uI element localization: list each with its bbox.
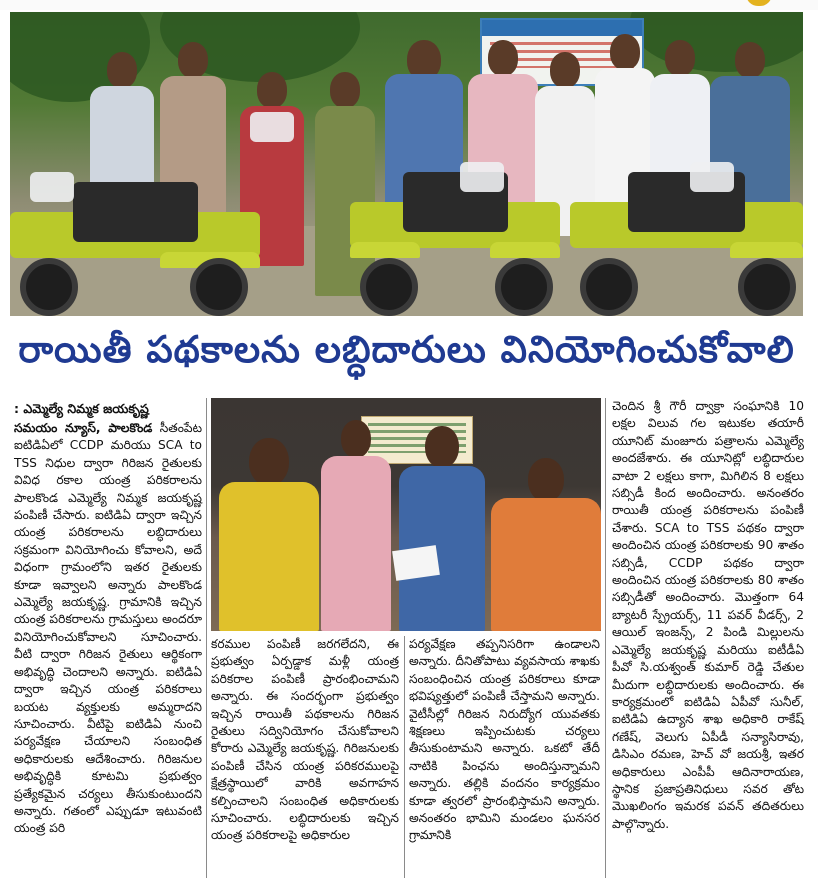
tiller-fender <box>730 242 803 258</box>
person-head <box>665 40 695 76</box>
byline: : ఎమ్మెల్యే నిమ్మక జయకృష్ణ <box>14 401 149 416</box>
tiller-wheel <box>360 258 418 316</box>
tiller-wheel <box>20 258 78 316</box>
person-head <box>178 42 208 78</box>
main-photo <box>10 12 803 316</box>
woman-saree <box>491 458 601 631</box>
dateline: సమయం న్యూస్, పాలకొండ <box>14 421 153 435</box>
person-head <box>488 40 518 76</box>
column-rule <box>605 398 606 878</box>
person-mla <box>399 426 485 631</box>
article-column-4: చెందిన శ్రీ గౌరీ ద్వాక్రా సంఘానికి 10 లక్షల విలువ గల ఇటుకల తయారీ యూనిట్ మంజూరు పత్రాలను ఎమ్మెల్యే అందజేశారు. ఈ యూనిట్లో లబ్ధిదారుల వాటా 2 లక్షలు కాగా, మిగిలిన 8 లక్షలు సబ్సిడీ కింద అందించారు. అనంతరం రాయితీ యంత్ర పరికరాలను పంపిణీ చేశారు. SCA to TSS పథకం ద్వారా అందించిన యంత్ర పరికరాలకు 90 శాతం సబ్సిడీ, CCDP పథకం ద్వారా అందించిన యంత్ర పరికరాలకు 80 శాతం సబ్సిడీతో అందించారు. మొత్తంగా 64 బ్యాటరీ స్ప్రేయర్స్, 11 పవర్ వీడర్స్, 2 ఆయిల్ ఇంజన్స్, 2 పిండి మిల్లులను ఎమ్మెల్యే జయకృష్ణ మరియు ఐటీడీఏ పీవో సి.యశ్వంత్ కుమార్ రెడ్డి చేతుల మీదుగా లబ్ధిదారులకు అందించారు. ఈ కార్యక్రమంలో ఐటిడిఏ ఏపీవో సునీల్, ఐటిడిఏ ఉద్యాన శాఖ అధికారి రాకేష్ గణేష్, వెలుగు ఏపీడీ సన్యాసిరావు, డిసిఎం రమణ, హెచ్ వో జయశ్రీ, ఇతర అధికారులు ఎంపీపీ ఆదినారాయణ, స్థానిక ప్రజాప్రతినిధులు సవర తోట మొఖలింగం ఇమరక పవన్ తదితరులు పాల్గొన్నారు. <box>612 399 804 831</box>
tiller-wheel <box>580 258 638 316</box>
person-saree <box>219 482 319 631</box>
plastic-wrap <box>690 162 734 192</box>
power-tiller <box>570 172 803 316</box>
page-top-strip <box>0 0 818 10</box>
plastic-wrap <box>250 112 294 142</box>
person-head <box>249 438 289 486</box>
column-rule <box>404 636 405 878</box>
person-head <box>257 72 287 108</box>
person-head <box>528 458 564 502</box>
person-head <box>107 52 137 88</box>
tiller-wheel <box>190 258 248 316</box>
person-head <box>341 420 371 458</box>
column-1-text: సీతంపేట ఐటిడిఏలో CCDP మరియు SCA to TSS నిధుల ద్వారా గిరిజన రైతులకు వివిధ రకాల యంత్ర పరికరాలను పాలకొండ ఎమ్మెల్యే నిమ్మక జయకృష్ణ పంపిణీ చేసారు. ఐటిడిఏ ద్వారా ఇచ్చిన యంత్ర పరికరాలను లబ్ధిదారులు సక్రమంగా వినియోగించు కోవాలని, అదే విధంగా గ్రామంలోని ఇతర రైతులకు కూడా ఇవ్వాలని అన్నారు పాలకొండ ఎమ్మెల్యే జయకృష్ణ. గ్రామానికి ఇచ్చిన యంత్ర పరికరాలను గ్రామస్తులు అందరూ వినియోగించుకోవాలని సూచించారు. వీటి ద్వారా గిరిజన రైతులు ఆర్థికంగా అభివృద్ధి చెందాలని అన్నారు. ఐటిడిఏ ద్వారా ఇచ్చిన యంత్ర పరికరాలు బయట వ్యక్తులకు అమ్మరాదని సూచించారు. వీటిపై ఐటిడిఏ నుంచి పర్యవేక్షణ చేయాలని సంబంధిత అధికారులకు ఆదేశించారు. గిరిజనుల అభివృద్ధికి కూటమి ప్రభుత్వం ప్రత్యేకమైన చర్యలు తీసుకుంటుందని అన్నారు. గతంలో ఎప్పుడూ ఇటువంటి యంత్ర పరి <box>14 421 202 836</box>
tiller-wheel <box>495 258 553 316</box>
person-head <box>550 52 580 88</box>
certificate-paper <box>392 545 440 581</box>
tiller-fender <box>490 242 560 258</box>
column-rule <box>206 398 207 878</box>
article-headline: రాయితీ పథకాలను లబ్ధిదారులు వినియోగించుకోవాలి <box>18 328 795 371</box>
person-saree <box>491 498 601 631</box>
person-officer <box>321 420 391 631</box>
tiller-fender <box>350 242 420 258</box>
woman-yellow-saree <box>219 438 319 631</box>
power-tiller <box>350 172 560 316</box>
person-shirt <box>321 456 391 631</box>
plastic-wrap <box>460 162 504 192</box>
inline-photo <box>211 398 601 631</box>
person-head <box>425 426 459 468</box>
tiller-engine <box>73 182 198 242</box>
article-column-1 <box>14 420 202 838</box>
person-head <box>330 72 360 108</box>
power-tiller <box>10 182 260 316</box>
article-column-3: పర్యవేక్షణ తప్పనిసరిగా ఉండాలని అన్నారు. దీనితోపాటు వ్యవసాయ శాఖకు సంబంధించిన యంత్ర పరికరాలు కూడా భవిష్యత్తులో పంపిణీ చేస్తామని అన్నారు. వైటీసీల్లో గిరిజన నిరుద్యోగ యువతకు శిక్షణలు ఇప్పించుటకు చర్యలు తీసుకుంటామని అన్నారు. ఒకటో తేదీ నాటికి పింఛను అందిస్తున్నామని అన్నారు. తల్లికి వందనం కార్యక్రమం కూడా త్వరలో ప్రారంభిస్తామని అన్నారు. అనంతరం భామిని మండలం ఘనసర గ్రామానికి <box>409 637 600 843</box>
person-head <box>735 42 765 78</box>
plastic-wrap <box>30 172 74 202</box>
tiller-wheel <box>738 258 796 316</box>
article-column-2: కరముల పంపిణీ జరగలేదని, ఈ ప్రభుత్వం ఏర్పడ్డాక మళ్లీ యంత్ర పరికరాల పంపిణీ ప్రారంభించామని అన్నారు. ఈ సందర్భంగా ప్రభుత్వం ఇచ్చిన రాయితీ పథకాలను గిరిజన రైతులు సద్వినియోగం చేసుకోవాలని కోరారు ఎమ్మెల్యే జయకృష్ణ. గిరిజనులకు పంపిణీ చేసిన యంత్ర పరికరములపై క్షేత్రస్థాయిలో వారికి అవగాహన కల్పించాలని సంబంధిత అధికారులకు సూచించారు. లబ్ధిదారులకు ఇచ్చిన యంత్ర పరికరాలపై అధికారుల <box>211 637 399 843</box>
person-head <box>610 34 640 70</box>
